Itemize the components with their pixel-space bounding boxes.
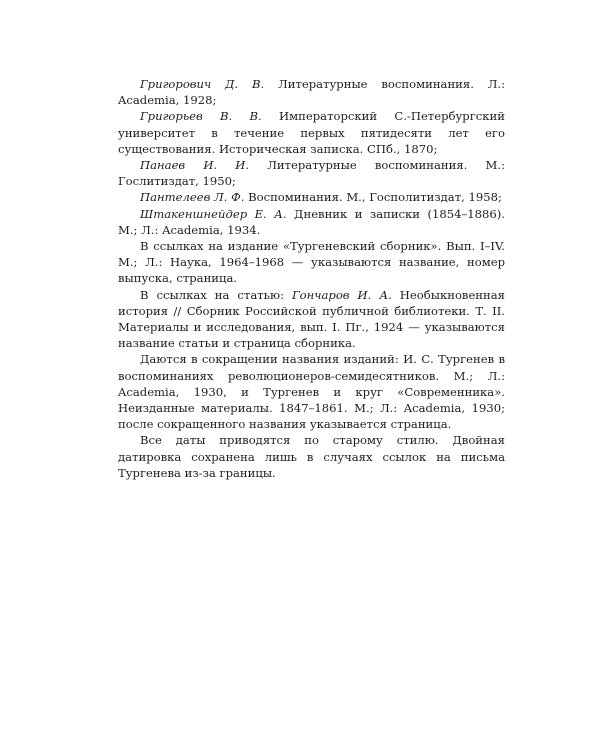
note-goncharov-article (118, 287, 505, 352)
bibliography-entry-panteleev (118, 189, 505, 205)
paragraph-text: В ссылках на издание «Тургеневский сборник». Вып. I–IV. М.; Л.: Наука, 1964–1968 — указываются название, номер выпуска, страница. (118, 239, 505, 286)
author-name: Пантелеев Л. Ф. (140, 190, 245, 205)
document-page (118, 76, 505, 481)
paragraph-prefix: В ссылках на статью: (140, 287, 292, 302)
entry-text: Воспоминания. М., Госполитиздат, 1958; (244, 190, 502, 205)
bibliography-entry-shtakenshneider (118, 206, 505, 238)
paragraph-text: Даются в сокращении названия изданий: И. С. Тургенев в воспоминаниях революционеров-семидесятников. М.; Л.: Academia, 1930, и Тургенев и круг «Современника». Неизданные материалы. 1847–1861. М.; Л.: Academia, 1930; после сокращенного названия указывается страница. (118, 352, 505, 432)
entry-text: Императорский С.-Петербургский университет в течение первых пятидесяти лет его существования. Историческая записка. СПб., 1870; (118, 109, 505, 156)
bibliography-entry-grigorovich (118, 76, 505, 108)
bibliography-entry-grigoriev (118, 108, 505, 157)
entry-text: Литературные воспоминания. М.: Гослитиздат, 1950; (118, 158, 505, 189)
entry-text: Дневник и записки (1854–1886). М.; Л.: Academia, 1934. (118, 206, 505, 237)
note-turgenev-collection (118, 238, 505, 287)
author-name: Штакеншнейдер Е. А. (140, 206, 287, 221)
bibliography-entry-panaev (118, 157, 505, 189)
paragraph-text: Необыкновенная история // Сборник Российской публичной библиотеки. Т. II. Материалы и исследования, вып. I. Пг., 1924 — указываются название статьи и страница сборника. (118, 287, 505, 351)
author-name: Панаев И. И. (140, 158, 250, 173)
paragraph-text: Все даты приводятся по старому стилю. Двойная датировка сохранена лишь в случаях ссылок на письма Тургенева из-за границы. (118, 433, 505, 480)
author-name: Григорович Д. В. (140, 77, 265, 91)
author-name: Гончаров И. А. (291, 287, 392, 302)
note-dates (118, 432, 505, 481)
entry-text: Литературные воспоминания. Л.: Academia, 1928; (118, 77, 506, 108)
note-abbreviations (118, 351, 505, 432)
author-name: Григорьев В. В. (140, 109, 262, 124)
